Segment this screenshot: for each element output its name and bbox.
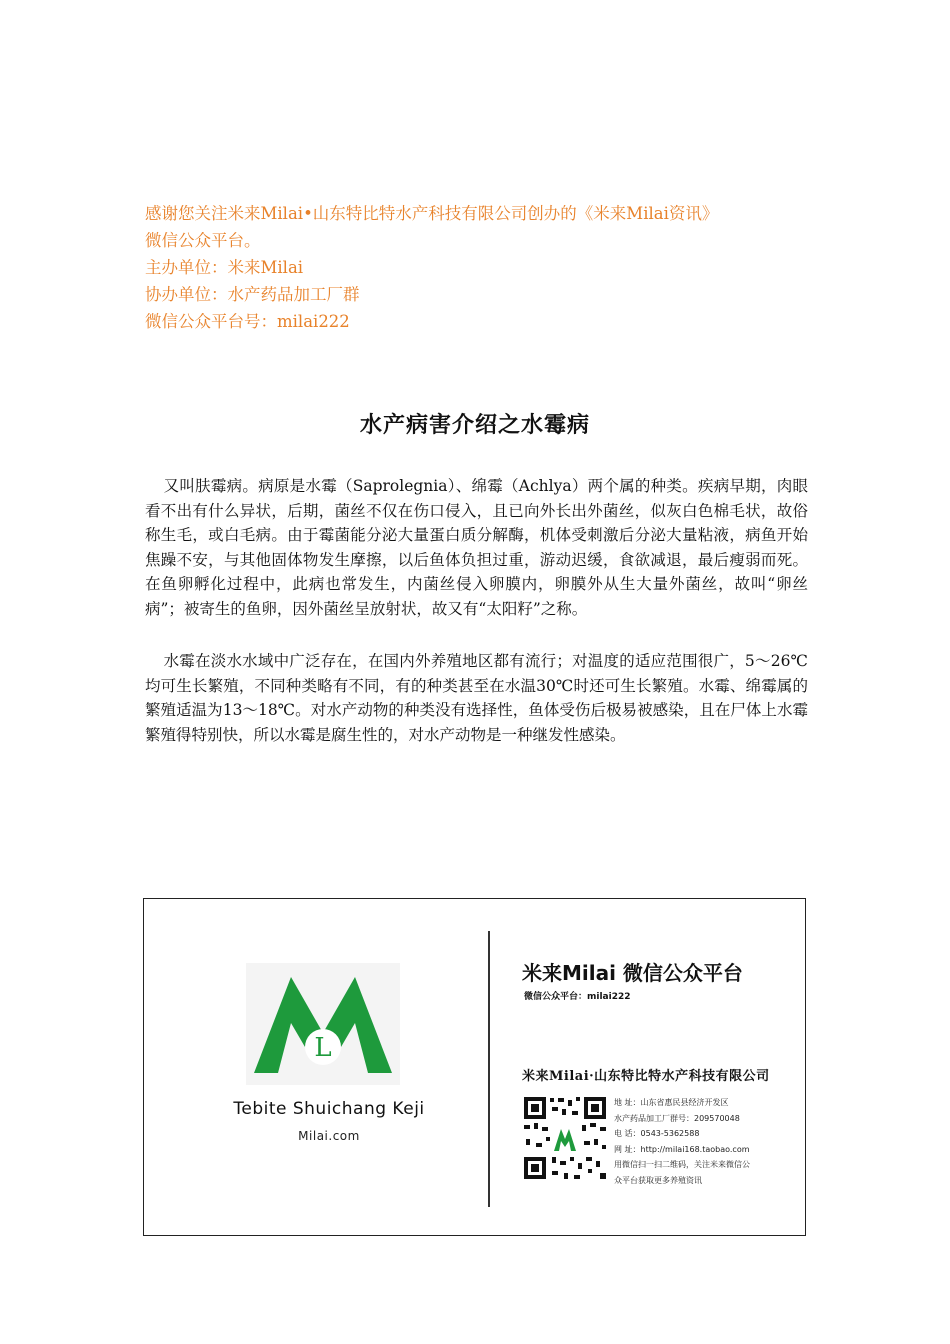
intro-block xyxy=(145,200,815,335)
intro-line-2: 微信公众平台。 xyxy=(145,231,261,250)
milai-logo xyxy=(246,963,400,1085)
contact-note: 用微信扫一扫二维码，关注米来微信公 xyxy=(614,1160,750,1169)
company-name: 米来Milai·山东特比特水产科技有限公司 xyxy=(522,1069,770,1084)
article-paragraph: 又叫肤霉病。病原是水霉（Saprolegnia）、绵霉（Achlya）两个属的种类。疾病早期，肉眼看不出有什么异状，后期，菌丝不仅在伤口侵入，且已向外长出外菌丝，似灰白色棉毛状，故俗称生毛，或白毛病。由于霉菌能分泌大量蛋白质分解酶，机体受刺激后分泌大量粘液，病鱼开始焦躁不安，与其他固体物发生摩擦，以后鱼体负担过重，游动迟缓，食欲减退，最后瘦弱而死。在鱼卵孵化过程中，此病也常发生，内菌丝侵入卵膜内，卵膜外从生大量外菌丝，故叫“卵丝病”；被寄生的鱼卵，因外菌丝呈放射状，故又有“太阳籽”之称。 xyxy=(145,477,808,618)
wechat-line: 微信公众平台号：milai222 xyxy=(145,312,350,331)
contact-website: 网 址：http://milai168.taobao.com xyxy=(614,1144,750,1154)
contact-address: 地 址：山东省惠民县经济开发区 xyxy=(614,1098,729,1107)
card-divider xyxy=(488,931,490,1207)
intro-line: 感谢您关注米来Milai•山东特比特水产科技有限公司创办的《米来Milai资讯》 xyxy=(145,204,719,223)
article-paragraph: 水霉在淡水水域中广泛存在，在国内外养殖地区都有流行；对温度的适应范围很广，5～26℃均可生长繁殖，不同种类略有不同，有的种类甚至在水温30℃时还可生长繁殖。水霉、绵霉属的繁殖适温为13～18℃。对水产动物的种类没有选择性，鱼体受伤后极易被感染，且在尸体上水霉繁殖得特别快，所以水霉是腐生性的，对水产动物是一种继发性感染。 xyxy=(145,652,808,744)
contact-phone: 电 话：0543-5362588 xyxy=(614,1129,700,1138)
brand-name: Tebite Shuichang Keji xyxy=(233,1099,425,1119)
brand-website: Milai.com xyxy=(298,1129,360,1143)
sponsor-line: 主办单位：米来Milai xyxy=(145,258,304,277)
wechat-platform-title: 米来Milai 微信公众平台 xyxy=(522,961,743,985)
qr-code-icon xyxy=(522,1095,608,1181)
article-title: 水产病害介绍之水霉病 xyxy=(359,412,590,438)
logo-mark-icon xyxy=(246,963,400,1085)
contact-info xyxy=(614,1095,804,1188)
co-sponsor-line: 协办单位：水产药品加工厂群 xyxy=(145,285,360,304)
contact-note-2: 众平台获取更多养殖资讯 xyxy=(614,1175,702,1185)
contact-group: 水产药品加工厂群号：209570048 xyxy=(614,1113,740,1123)
wechat-platform-id: 微信公众平台：milai222 xyxy=(524,992,631,1002)
logo-letter: L xyxy=(314,1033,332,1063)
business-card xyxy=(143,898,806,1236)
